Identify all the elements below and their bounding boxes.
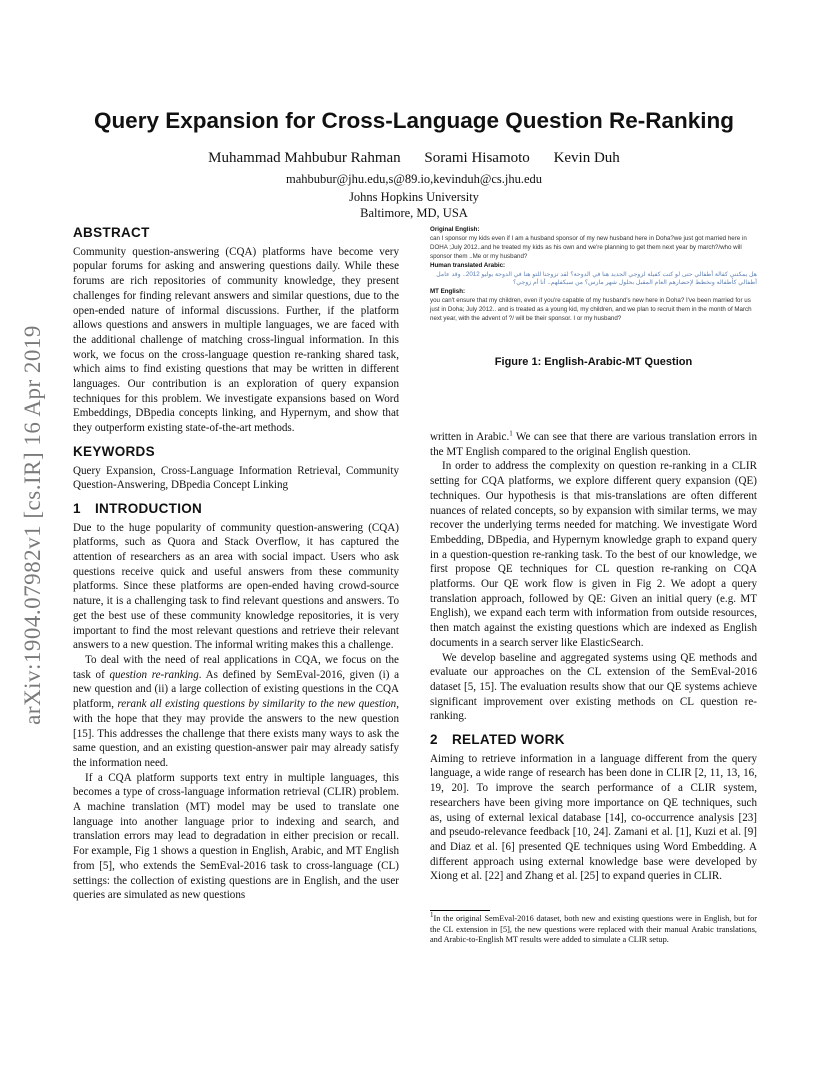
affiliation: Johns Hopkins University: [349, 190, 479, 204]
footnote-mark: 1: [509, 429, 513, 438]
section-number: 2: [430, 732, 438, 748]
arxiv-stamp: [8, 300, 58, 750]
related-heading: [430, 733, 757, 748]
intro-paragraph: Due to the huge popularity of community question-answering (CQA) platforms, such as Quora and Stack Overflow, it has captured the attention of researchers as an area with social impact. Users who ask questions receive quick and useful answers from these community platforms. Since these platforms are open-ended having crowd-source nature, it is a challenging task to find relevant questions and answers. To get the best use of these community knowledge repositories, it is very important to find the most relevant questions and retrieve their relevant answers to a new question. The informal writing makes this a challenge.: [73, 521, 399, 652]
intro-paragraph: To deal with the need of real applications in CQA, we focus on the task of question re-ranking. As defined by SemEval-2016, given (i) a new question and (ii) a large collection of existing questions in the CQA platform, rerank all existing questions by similarity to the new question, with the hope that they may provide the answers to the new question [15]. This addresses the challenge that there exists many ways to ask the same question, and an existing question-answer pair may already satisfy the information need.: [73, 653, 399, 769]
figure-arabic-text: هل يمكنني كفالة أطفالي حتى لو كنت كفيلة لزوجي الجديد هنا في الدوحة؟ لقد تزوجنا للتو هنا في الدوحة يوليو 2012.. وقد عامل أطفالي كأطفاله ونخطط لإحضارهم العام المقبل بحلول شهر مارس؟ من سيكفلهم.. أنا أم زوجي؟: [436, 270, 757, 287]
abstract-text: Community question-answering (CQA) platforms have become very popular forums for asking and answering questions daily. While these forums are rich repositories of community knowledge, they present challenges for finding relevant answers and similar questions, due to the open-ended nature of informal discussions. Further, if the platform allows questions and answers in multiple languages, we are faced with the additional challenge of matching cross-lingual information. In this work, we focus on the cross-language question re-ranking shared task, which aims to find existing questions that may be written in different languages. Our contribution is an exploration of query expansion techniques for this problem. We investigate expansions based on Word Embeddings, DBpedia concepts linking, and Hypernym, and show that they outperform existing state-of-the-art methods.: [73, 245, 399, 435]
footnote-divider: [430, 910, 490, 911]
figure-label: MT English:: [430, 288, 466, 296]
left-column: [73, 226, 399, 903]
figure-1: [430, 226, 757, 356]
intro-heading: [73, 502, 399, 517]
figure-caption: Figure 1: English-Arabic-MT Question: [494, 356, 693, 368]
author-name: Kevin Duh: [553, 150, 620, 166]
abstract-heading: ABSTRACT: [73, 225, 150, 240]
right-column: [430, 430, 757, 884]
section-title: RELATED WORK: [452, 732, 565, 748]
author-name: Muhammad Mahbubur Rahman: [208, 150, 401, 166]
author-emails: mahbubur@jhu.edu,s@89.io,kevinduh@cs.jhu.edu: [285, 172, 543, 186]
figure-text: you can't ensure that my children, even if you're capable of my husband's new here in Doha? I've been married for us just in Doha; July 2012.. and is treated as a young kid, my children, and we plan to recruit them in the month of March next year, with the advent of ?/ will be their sponsor. I or my husband?: [430, 297, 752, 323]
emphasis: rerank all existing questions by similarity to the new question: [117, 698, 397, 711]
intro-paragraph: In order to address the complexity on question re-ranking in a CLIR setting for CQA platforms, we explore different query expansion (QE) techniques. Our hypothesis is that mis-translations are often different nuances of related concepts, so by expansion with similar terms, we may recover the underlying terms needed for matching. We investigate Word Embedding, DBpedia, and Hypernym knowledge graph to expand query in a question-question re-ranking task. To the best of our knowledge, we first propose QE techniques for CL question re-ranking on CQA platforms. Our QE work flow is given in Fig 2. We adopt a query translation approach, followed by QE: Given an initial query (e.g. MT English), we expand each term with information from outside resources, then match against the existing questions which are indexed as English documents in a search server like ElasticSearch.: [430, 460, 757, 649]
keywords-heading: KEYWORDS: [73, 443, 155, 459]
emphasis: question re-ranking: [109, 668, 199, 681]
intro-paragraph: If a CQA platform supports text entry in multiple languages, this becomes a type of cross-language information retrieval (CLIR) problem. A machine translation (MT) model may be used to translate one language into another language prior to indexing and search, and translation errors may lead to degradation in either precision or recall. For example, Fig 1 shows a question in English, Arabic, and MT English from [5], who extends the SemEval-2016 task to cross-language (CL) settings: the collection of existing questions are in English, and the user queries are simulated as new questions: [73, 771, 399, 902]
footnote-mark: 1: [430, 911, 434, 920]
section-number: 1: [73, 500, 81, 516]
keywords-text: Query Expansion, Cross-Language Information Retrieval, Community Question-Answering, DBpedia Concept Linking: [73, 464, 399, 492]
arxiv-id: arXiv:1904.07982v1 [cs.IR] 16 Apr 2019: [20, 325, 45, 725]
footnote: [430, 911, 757, 946]
intro-paragraph: We develop baseline and aggregated systems using QE methods and evaluate our approaches on the CL extension of the SemEval-2016 dataset [5, 15]. The evaluation results show that our QE systems achieve significant improvement over existing methods on CL question re-ranking.: [430, 651, 757, 723]
related-paragraph: Aiming to retrieve information in a language different from the query language, a wide range of research has been done in CLIR [2, 11, 13, 16, 19, 20]. To improve the search performance of a CLIR system, researchers have been giving more importance on QE techniques, such as, using of external lexical database [14], co-occurrence analysis [23] and pseudo-relevance feedback [10, 24]. Zamani et al. [1], Kuzi et al. [9] and Diaz et al. [6] presented QE techniques using Word Embedding. A different approach using external knowledge base were developed by Xiong et al. [22] and Zhang et al. [25] to expand queries in CLIR.: [430, 752, 757, 883]
author-list: [74, 150, 754, 167]
affiliation-location: Baltimore, MD, USA: [360, 206, 468, 220]
figure-label: Original English:: [430, 226, 480, 233]
footnote-text: In the original SemEval-2016 dataset, both new and existing questions were in English, but for the CL extension in [5], the new questions were replaced with their manual Arabic translations, and Arabic-to-English MT results were added to simulate a CLIR setup.: [430, 914, 757, 945]
figure-label: Human translated Arabic:: [430, 261, 506, 269]
section-title: INTRODUCTION: [95, 500, 203, 516]
author-name: Sorami Hisamoto: [424, 150, 530, 166]
paper-title: Query Expansion for Cross-Language Question Re-Ranking: [93, 108, 735, 133]
intro-paragraph: written in Arabic.$^1$ We can see that there are various translation errors in the MT English compared to the original English question.: [430, 429, 757, 458]
figure-text: can I sponsor my kids even if I am a husband sponsor of my new husband here in Doha?we just got married here in DOHA ;July 2012..and he treated my kids as his own and we're planning to get them next year by march?/who will sponsor them ..Me or my husband?: [430, 234, 747, 260]
